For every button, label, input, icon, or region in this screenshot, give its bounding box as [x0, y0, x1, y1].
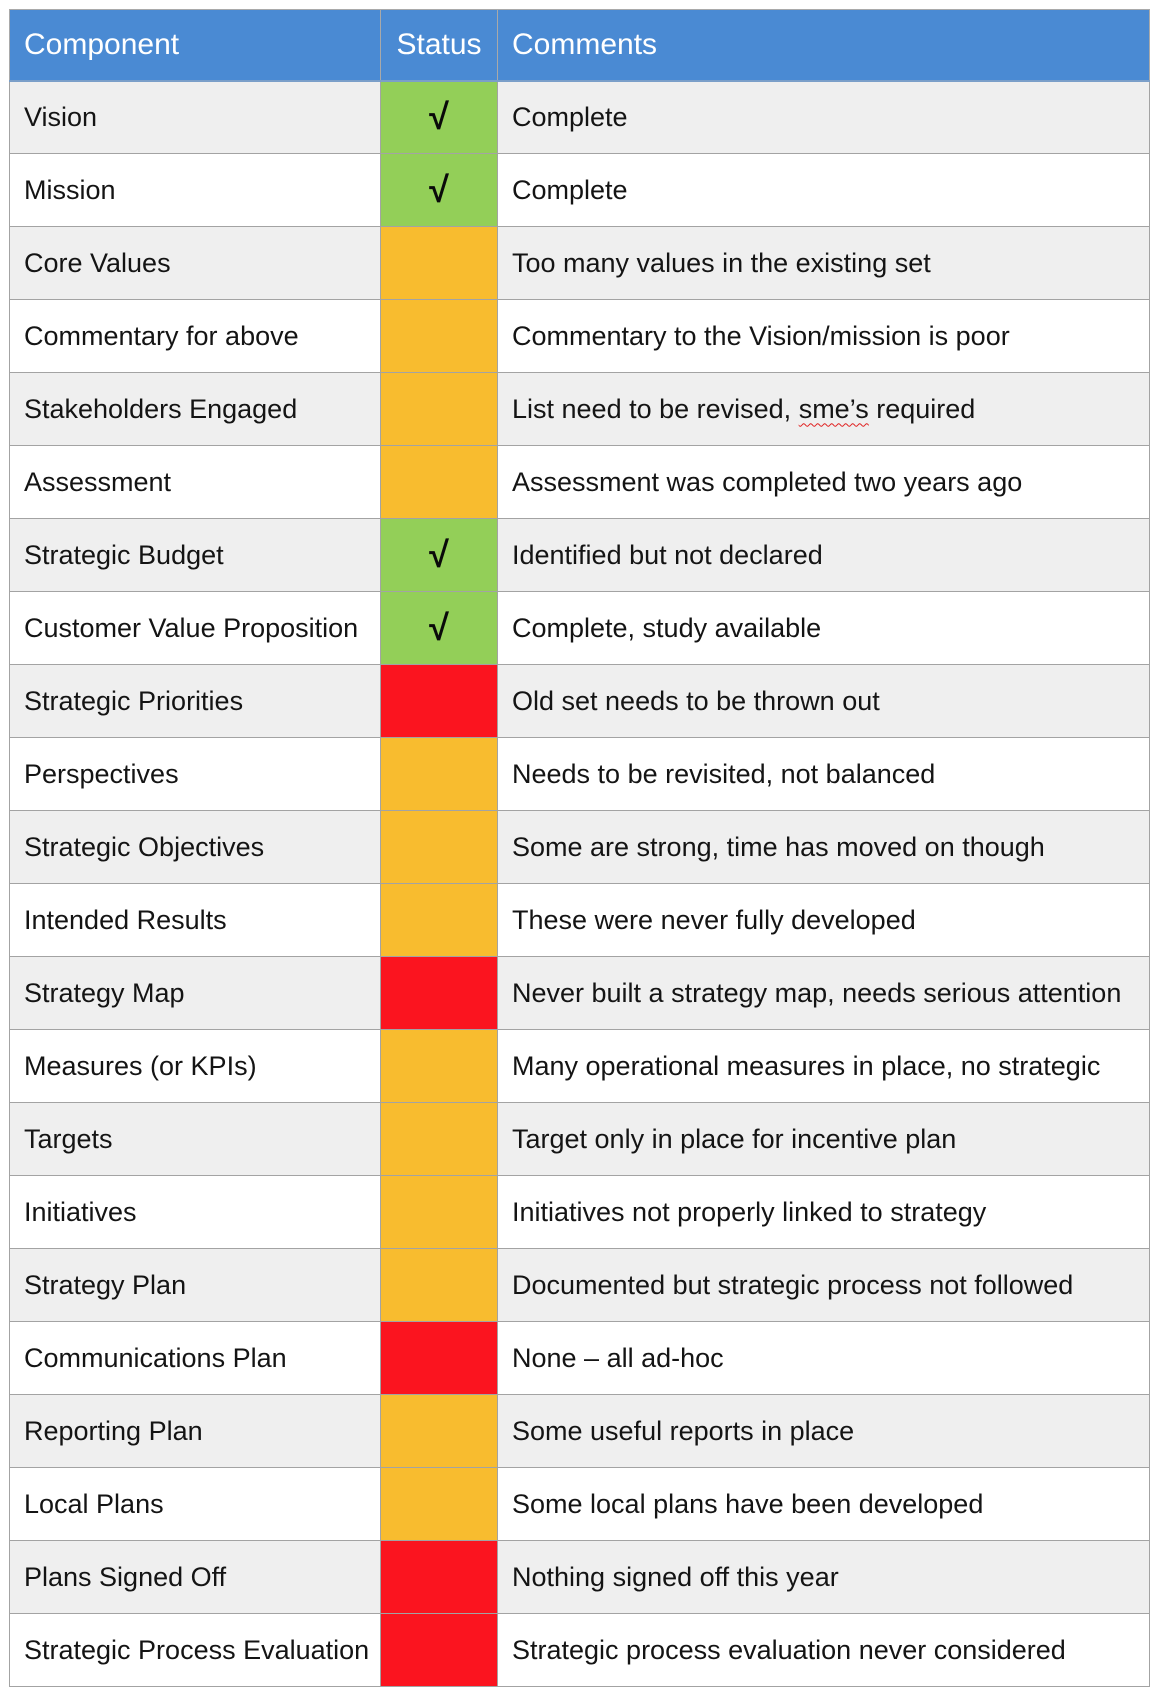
component-cell: Strategy Plan — [10, 1249, 381, 1322]
component-cell: Core Values — [10, 227, 381, 300]
status-cell-amber — [381, 811, 498, 884]
component-cell: Commentary for above — [10, 300, 381, 373]
table-row — [10, 957, 1150, 1030]
comment-cell: Documented but strategic process not followed — [498, 1249, 1150, 1322]
table-body — [10, 81, 1150, 1687]
component-cell: Strategy Map — [10, 957, 381, 1030]
comment-cell: Complete — [498, 81, 1150, 154]
table-row — [10, 300, 1150, 373]
status-cell-red — [381, 665, 498, 738]
status-cell-amber — [381, 1395, 498, 1468]
component-cell: Stakeholders Engaged — [10, 373, 381, 446]
component-cell: Initiatives — [10, 1176, 381, 1249]
table-row — [10, 519, 1150, 592]
status-cell-red — [381, 1541, 498, 1614]
table-row — [10, 811, 1150, 884]
comment-cell: Some are strong, time has moved on though — [498, 811, 1150, 884]
component-cell: Strategic Budget — [10, 519, 381, 592]
status-cell-amber — [381, 1468, 498, 1541]
comment-cell: Many operational measures in place, no strategic — [498, 1030, 1150, 1103]
table-row — [10, 1322, 1150, 1395]
comments-column-header: Comments — [498, 10, 1150, 81]
comment-cell: Commentary to the Vision/mission is poor — [498, 300, 1150, 373]
component-cell: Vision — [10, 81, 381, 154]
comment-cell: These were never fully developed — [498, 884, 1150, 957]
status-cell-amber — [381, 373, 498, 446]
table-row — [10, 1103, 1150, 1176]
table-row — [10, 1030, 1150, 1103]
component-cell: Customer Value Proposition — [10, 592, 381, 665]
status-cell-amber — [381, 1030, 498, 1103]
status-cell-amber — [381, 446, 498, 519]
status-cell-amber — [381, 738, 498, 811]
component-cell: Strategic Objectives — [10, 811, 381, 884]
status-cell-green — [381, 592, 498, 665]
comment-cell: Old set needs to be thrown out — [498, 665, 1150, 738]
comment-cell: Some local plans have been developed — [498, 1468, 1150, 1541]
comment-cell: Some useful reports in place — [498, 1395, 1150, 1468]
status-cell-amber — [381, 300, 498, 373]
strategy-status-table — [9, 9, 1150, 1687]
table-row — [10, 1541, 1150, 1614]
status-cell-amber — [381, 1176, 498, 1249]
component-cell: Reporting Plan — [10, 1395, 381, 1468]
table-row — [10, 738, 1150, 811]
comment-cell: Too many values in the existing set — [498, 227, 1150, 300]
table-row — [10, 81, 1150, 154]
comment-cell: Needs to be revisited, not balanced — [498, 738, 1150, 811]
status-cell-green — [381, 81, 498, 154]
status-cell-red — [381, 1614, 498, 1687]
component-cell: Communications Plan — [10, 1322, 381, 1395]
component-cell: Local Plans — [10, 1468, 381, 1541]
checkmark-icon: √ — [429, 534, 449, 575]
component-cell: Targets — [10, 1103, 381, 1176]
comment-cell: Strategic process evaluation never considered — [498, 1614, 1150, 1687]
checkmark-icon: √ — [429, 607, 449, 648]
component-cell: Plans Signed Off — [10, 1541, 381, 1614]
component-cell: Strategic Priorities — [10, 665, 381, 738]
status-cell-green — [381, 519, 498, 592]
table-row — [10, 1176, 1150, 1249]
status-cell-red — [381, 1322, 498, 1395]
table-row — [10, 592, 1150, 665]
comment-cell: Complete, study available — [498, 592, 1150, 665]
status-cell-amber — [381, 884, 498, 957]
component-cell: Mission — [10, 154, 381, 227]
checkmark-icon: √ — [429, 96, 449, 138]
table-row — [10, 227, 1150, 300]
component-cell: Assessment — [10, 446, 381, 519]
component-cell: Strategic Process Evaluation — [10, 1614, 381, 1687]
status-cell-amber — [381, 227, 498, 300]
table-row — [10, 1395, 1150, 1468]
table-row — [10, 665, 1150, 738]
comment-cell: Never built a strategy map, needs serious attention — [498, 957, 1150, 1030]
table-header-row — [10, 10, 1150, 81]
comment-cell: Target only in place for incentive plan — [498, 1103, 1150, 1176]
table-row — [10, 1468, 1150, 1541]
component-cell: Intended Results — [10, 884, 381, 957]
table-row — [10, 1249, 1150, 1322]
status-cell-green — [381, 154, 498, 227]
status-cell-amber — [381, 1103, 498, 1176]
status-cell-red — [381, 957, 498, 1030]
table-row — [10, 446, 1150, 519]
comment-cell: None – all ad-hoc — [498, 1322, 1150, 1395]
checkmark-icon: √ — [429, 169, 449, 210]
spellcheck-flagged-word: sme’s — [798, 393, 869, 424]
comment-cell: Nothing signed off this year — [498, 1541, 1150, 1614]
status-table-container — [9, 9, 1149, 1687]
status-column-header: Status — [381, 10, 498, 81]
component-column-header: Component — [10, 10, 381, 81]
table-row — [10, 154, 1150, 227]
table-row — [10, 373, 1150, 446]
comment-cell: Complete — [498, 154, 1150, 227]
comment-cell: Assessment was completed two years ago — [498, 446, 1150, 519]
table-row — [10, 1614, 1150, 1687]
component-cell: Measures (or KPIs) — [10, 1030, 381, 1103]
status-cell-amber — [381, 1249, 498, 1322]
component-cell: Perspectives — [10, 738, 381, 811]
comment-cell: List need to be revised, sme’s required — [498, 373, 1150, 446]
comment-cell: Initiatives not properly linked to strategy — [498, 1176, 1150, 1249]
comment-cell: Identified but not declared — [498, 519, 1150, 592]
table-row — [10, 884, 1150, 957]
